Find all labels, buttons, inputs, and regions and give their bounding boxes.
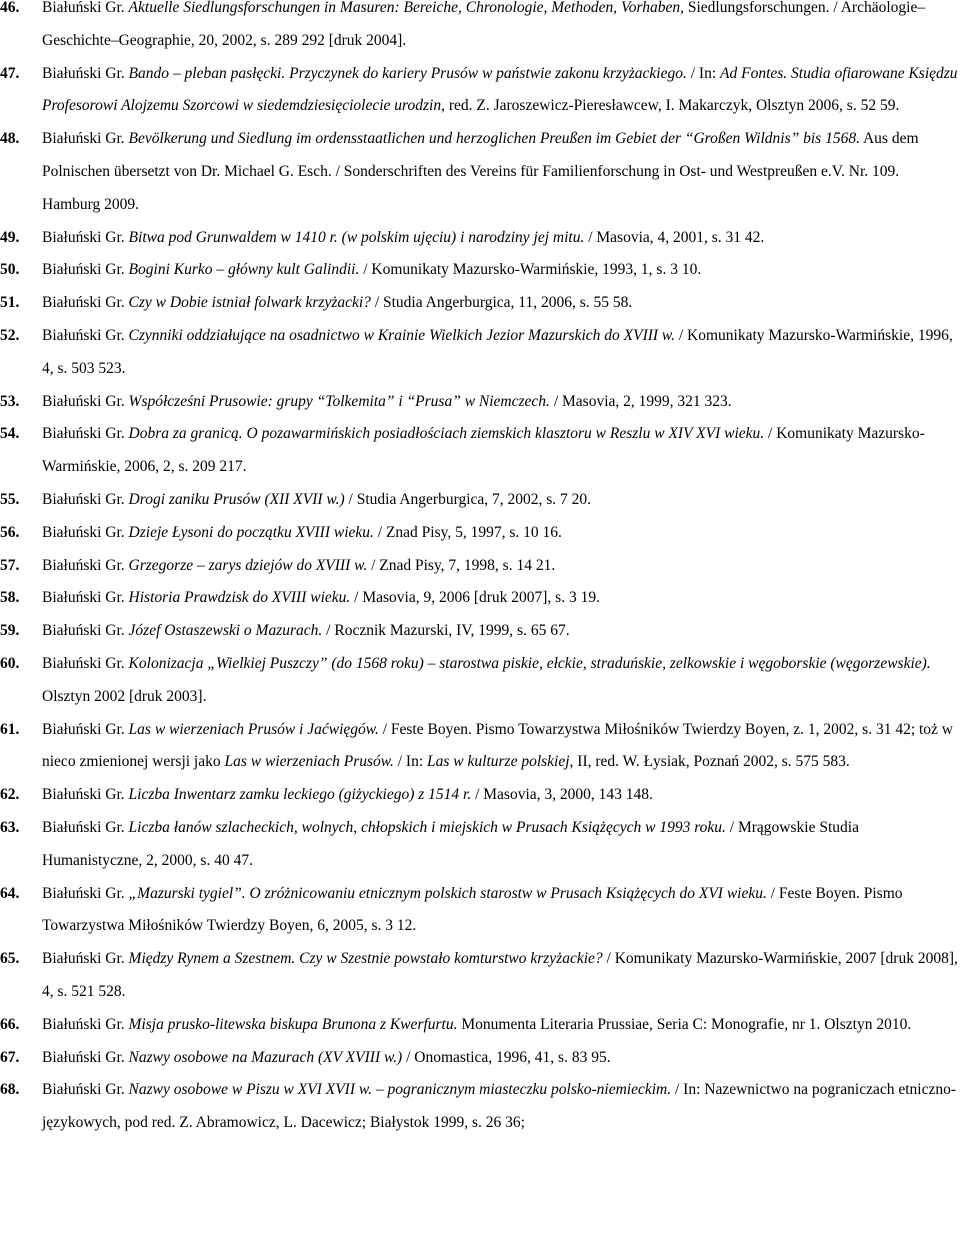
entry-title-text: Historia Prawdzisk do XVIII wieku. [128,589,351,607]
bibliography-entry [0,484,960,517]
entry-text: / Mrągowskie Studia Humanistyczne, 2, 2000, s. 40 47. [42,818,859,869]
entry-text: / Masovia, 9, 2006 [druk 2007], s. 3 19. [350,589,600,607]
entry-text: Białuński Gr. [42,130,129,148]
entry-title-text: Grzegorze – zarys dziejów do XVIII w. [128,556,368,574]
entry-text: / In: Nazewnictwo na pograniczach etniczno-językowych, pod red. Z. Abramowicz, L. Dacewicz; Białystok 1999, s. 26 36; [42,1081,957,1132]
entry-text: , II, red. W. Łysiak, Poznań 2002, s. 575 583. [569,753,850,771]
entry-title-text: Nazwy osobowe w Piszu w XVI XVII w. – pogranicznym miasteczku polsko-niemieckim. [128,1081,672,1099]
entry-text: Białuński Gr. [42,884,129,902]
entry-title-text: Kolonizacja „Wielkiej Puszczy” (do 1568 roku) – starostwa piskie, ełckie, straduńskie, zelkowskie i węgoborskie (węgorzewskie). [128,654,931,672]
entry-text: / Feste Boyen. Pismo Towarzystwa Miłośników Twierdzy Boyen, 6, 2005, s. 3 12. [42,884,903,935]
entry-title-text: Dzieje Łysoni do początku XVIII wieku. [128,523,374,541]
bibliography-entry [0,878,960,944]
entry-text: , red. Z. Jaroszewicz-Pieresławcew, I. Makarczyk, Olsztyn 2006, s. 52 59. [441,97,900,115]
entry-text: Białuński Gr. [42,261,129,279]
entry-text: / Komunikaty Mazursko-Warmińskie, 2007 [druk 2008], 4, s. 521 528. [42,950,958,1000]
entry-number: 60. [0,654,20,672]
entry-number: 56. [0,523,20,541]
bibliography-entry [0,812,960,878]
entry-number: 48. [0,130,20,148]
bibliography-entry [0,58,960,124]
entry-number: 65. [0,950,20,968]
entry-title-text: Współcześni Prusowie: grupy “Tolkemita” i “Prusa” w Niemczech. [128,392,550,410]
entry-text: Białuński Gr. [42,523,129,541]
bibliography-entry [0,550,960,583]
entry-text: Białuński Gr. [42,786,129,804]
entry-title-text: Nazwy osobowe na Mazurach (XV XVIII w.) [128,1048,403,1066]
entry-text: Białuński Gr. [42,326,129,344]
entry-text: Białuński Gr. [42,490,129,508]
entry-title-text: Bevölkerung und Siedlung im ordensstaatlichen und herzoglichen Preußen im Gebiet der “Großen Wildnis” bis 1568. [128,130,860,148]
entry-text: Białuński Gr. [42,622,129,640]
entry-number: 51. [0,294,20,312]
bibliography-entry [0,386,960,419]
bibliography-entry [0,615,960,648]
entry-text: Białuński Gr. [42,950,129,968]
entry-title-text: Misja prusko-litewska biskupa Brunona z Kwerfurtu. [128,1015,458,1033]
bibliography-entry [0,320,960,386]
entry-number: 47. [0,64,20,82]
entry-title-text: Liczba Inwentarz zamku leckiego (giżyckiego) z 1514 r. [128,786,472,804]
entry-text: / Rocznik Mazurski, IV, 1999, s. 65 67. [322,622,570,640]
bibliography-entry [0,1074,960,1140]
entry-text: Siedlungsforschungen. / Archäologie–Geschichte–Geographie, 20, 2002, s. 289 292 [druk 2004]. [42,0,926,49]
entry-title-text: Las w kulturze polskiej [427,753,570,771]
bibliography-entry [0,123,960,221]
entry-number: 67. [0,1048,20,1066]
entry-text: Białuński Gr. [42,589,129,607]
entry-number: 63. [0,818,20,836]
entry-text: Białuński Gr. [42,294,129,312]
entry-text: Monumenta Literaria Prussiae, Seria C: Monografie, nr 1. Olsztyn 2010. [457,1015,912,1033]
entry-title-text: Liczba łanów szlacheckich, wolnych, chłopskich i miejskich w Prusach Książęcych w 1993 roku. [128,818,726,836]
entry-text: Białuński Gr. [42,0,129,16]
entry-text: / Studia Angerburgica, 7, 2002, s. 7 20. [344,490,592,508]
bibliography-entry [0,1042,960,1075]
entry-text: / Studia Angerburgica, 11, 2006, s. 55 58. [370,294,633,312]
bibliography-entry [0,418,960,484]
entry-text: / Znad Pisy, 7, 1998, s. 14 21. [367,556,556,574]
entry-number: 64. [0,884,20,902]
entry-text: Białuński Gr. [42,556,129,574]
bibliography-entry [0,254,960,287]
entry-title-text: Las w wierzeniach Prusów i Jaćwięgów. [128,720,379,738]
entry-number: 49. [0,228,20,246]
entry-text: Białuński Gr. [42,425,129,443]
entry-number: 62. [0,786,20,804]
entry-title-text: Między Rynem a Szestnem. Czy w Szestnie powstało komturstwo krzyżackie? [128,950,603,968]
entry-title-text: Bitwa pod Grunwaldem w 1410 r. (w polskim ujęciu) i narodziny jej mitu. [128,228,585,246]
entry-text: Białuński Gr. [42,1048,129,1066]
bibliography-entry [0,648,960,714]
entry-text: / In: [686,64,721,82]
entry-title-text: Józef Ostaszewski o Mazurach. [128,622,323,640]
entry-text: Białuński Gr. [42,228,129,246]
entry-text: / Feste Boyen. Pismo Towarzystwa Miłośników Twierdzy Boyen, z. 1, 2002, s. 31 42; toż w nieco zmienionej wersji jako [42,720,954,771]
bibliography-entry [0,222,960,255]
bibliography-entry [0,943,960,1009]
entry-text: Białuński Gr. [42,1015,129,1033]
entry-number: 52. [0,326,20,344]
entry-number: 61. [0,720,20,738]
entry-text: Białuński Gr. [42,64,129,82]
entry-number: 66. [0,1015,20,1033]
entry-title-text: Bando – pleban pasłęcki. Przyczynek do kariery Prusów w państwie zakonu krzyżackiego. [128,64,687,82]
entry-number: 50. [0,261,20,279]
entry-text: Białuński Gr. [42,392,129,410]
bibliography-entry [0,779,960,812]
entry-text: / Masovia, 3, 2000, 143 148. [471,786,653,804]
entry-title-text: Dobra za granicą. O pozawarmińskich posiadłościach ziemskich klasztoru w Reszlu w XIV XVI wieku. [128,425,765,443]
entry-title-text: „Mazurski tygiel”. O zróżnicowaniu etnicznym polskich starostw w Prusach Książęcych do XVI wieku. [128,884,767,902]
bibliography-entry [0,0,960,58]
entry-title-text: Drogi zaniku Prusów (XII XVII w.) [128,490,345,508]
bibliography-entry [0,1009,960,1042]
bibliography-entry [0,287,960,320]
entry-number: 53. [0,392,20,410]
entry-title-text: Ad Fontes. Studia ofiarowane Księdzu Profesorowi Alojzemu Szorcowi w siedemdziesięciolecie urodzin [42,64,958,115]
entry-number: 55. [0,490,20,508]
entry-text: / Onomastica, 1996, 41, s. 83 95. [402,1048,611,1066]
entry-text: / Komunikaty Mazursko-Warmińskie, 1996, 4, s. 503 523. [42,326,953,377]
bibliography-entry [0,714,960,780]
bibliography-entry [0,517,960,550]
entry-text: / Masovia, 4, 2001, s. 31 42. [584,228,765,246]
entry-number: 68. [0,1081,20,1099]
entry-text: / Masovia, 2, 1999, 321 323. [549,392,732,410]
entry-text: Aus dem Polnischen übersetzt von Dr. Michael G. Esch. / Sonderschriften des Vereins für Familienforschung in Ost- und Westpreußen e.V. Nr. 109. Hamburg 2009. [42,130,919,213]
entry-number: 58. [0,589,20,607]
entry-number: 59. [0,622,20,640]
entry-text: Białuński Gr. [42,654,129,672]
entry-title-text: Czynniki oddziałujące na osadnictwo w Krainie Wielkich Jezior Mazurskich do XVIII w. [128,326,675,344]
entry-text: Białuński Gr. [42,818,129,836]
entry-title-text: Czy w Dobie istniał folwark krzyżacki? [128,294,371,312]
entry-title-text: Aktuelle Siedlungsforschungen in Masuren: Bereiche, Chronologie, Methoden, Vorhaben, [128,0,684,16]
entry-text: / Komunikaty Mazursko-Warmińskie, 2006, 2, s. 209 217. [42,425,925,476]
entry-text: / In: [393,753,428,771]
entry-text: Olsztyn 2002 [druk 2003]. [42,687,207,705]
bibliography-entry [0,582,960,615]
entry-text: Białuński Gr. [42,1081,129,1099]
entry-number: 57. [0,556,20,574]
entry-text: / Komunikaty Mazursko-Warmińskie, 1993, 1, s. 3 10. [359,261,702,279]
entry-text: / Znad Pisy, 5, 1997, s. 10 16. [373,523,562,541]
entry-text: Białuński Gr. [42,720,129,738]
entry-title-text: Las w wierzeniach Prusów. [224,753,394,771]
entry-number: 46. [0,0,20,16]
entry-title-text: Bogini Kurko – główny kult Galindii. [128,261,360,279]
entry-number: 54. [0,425,20,443]
